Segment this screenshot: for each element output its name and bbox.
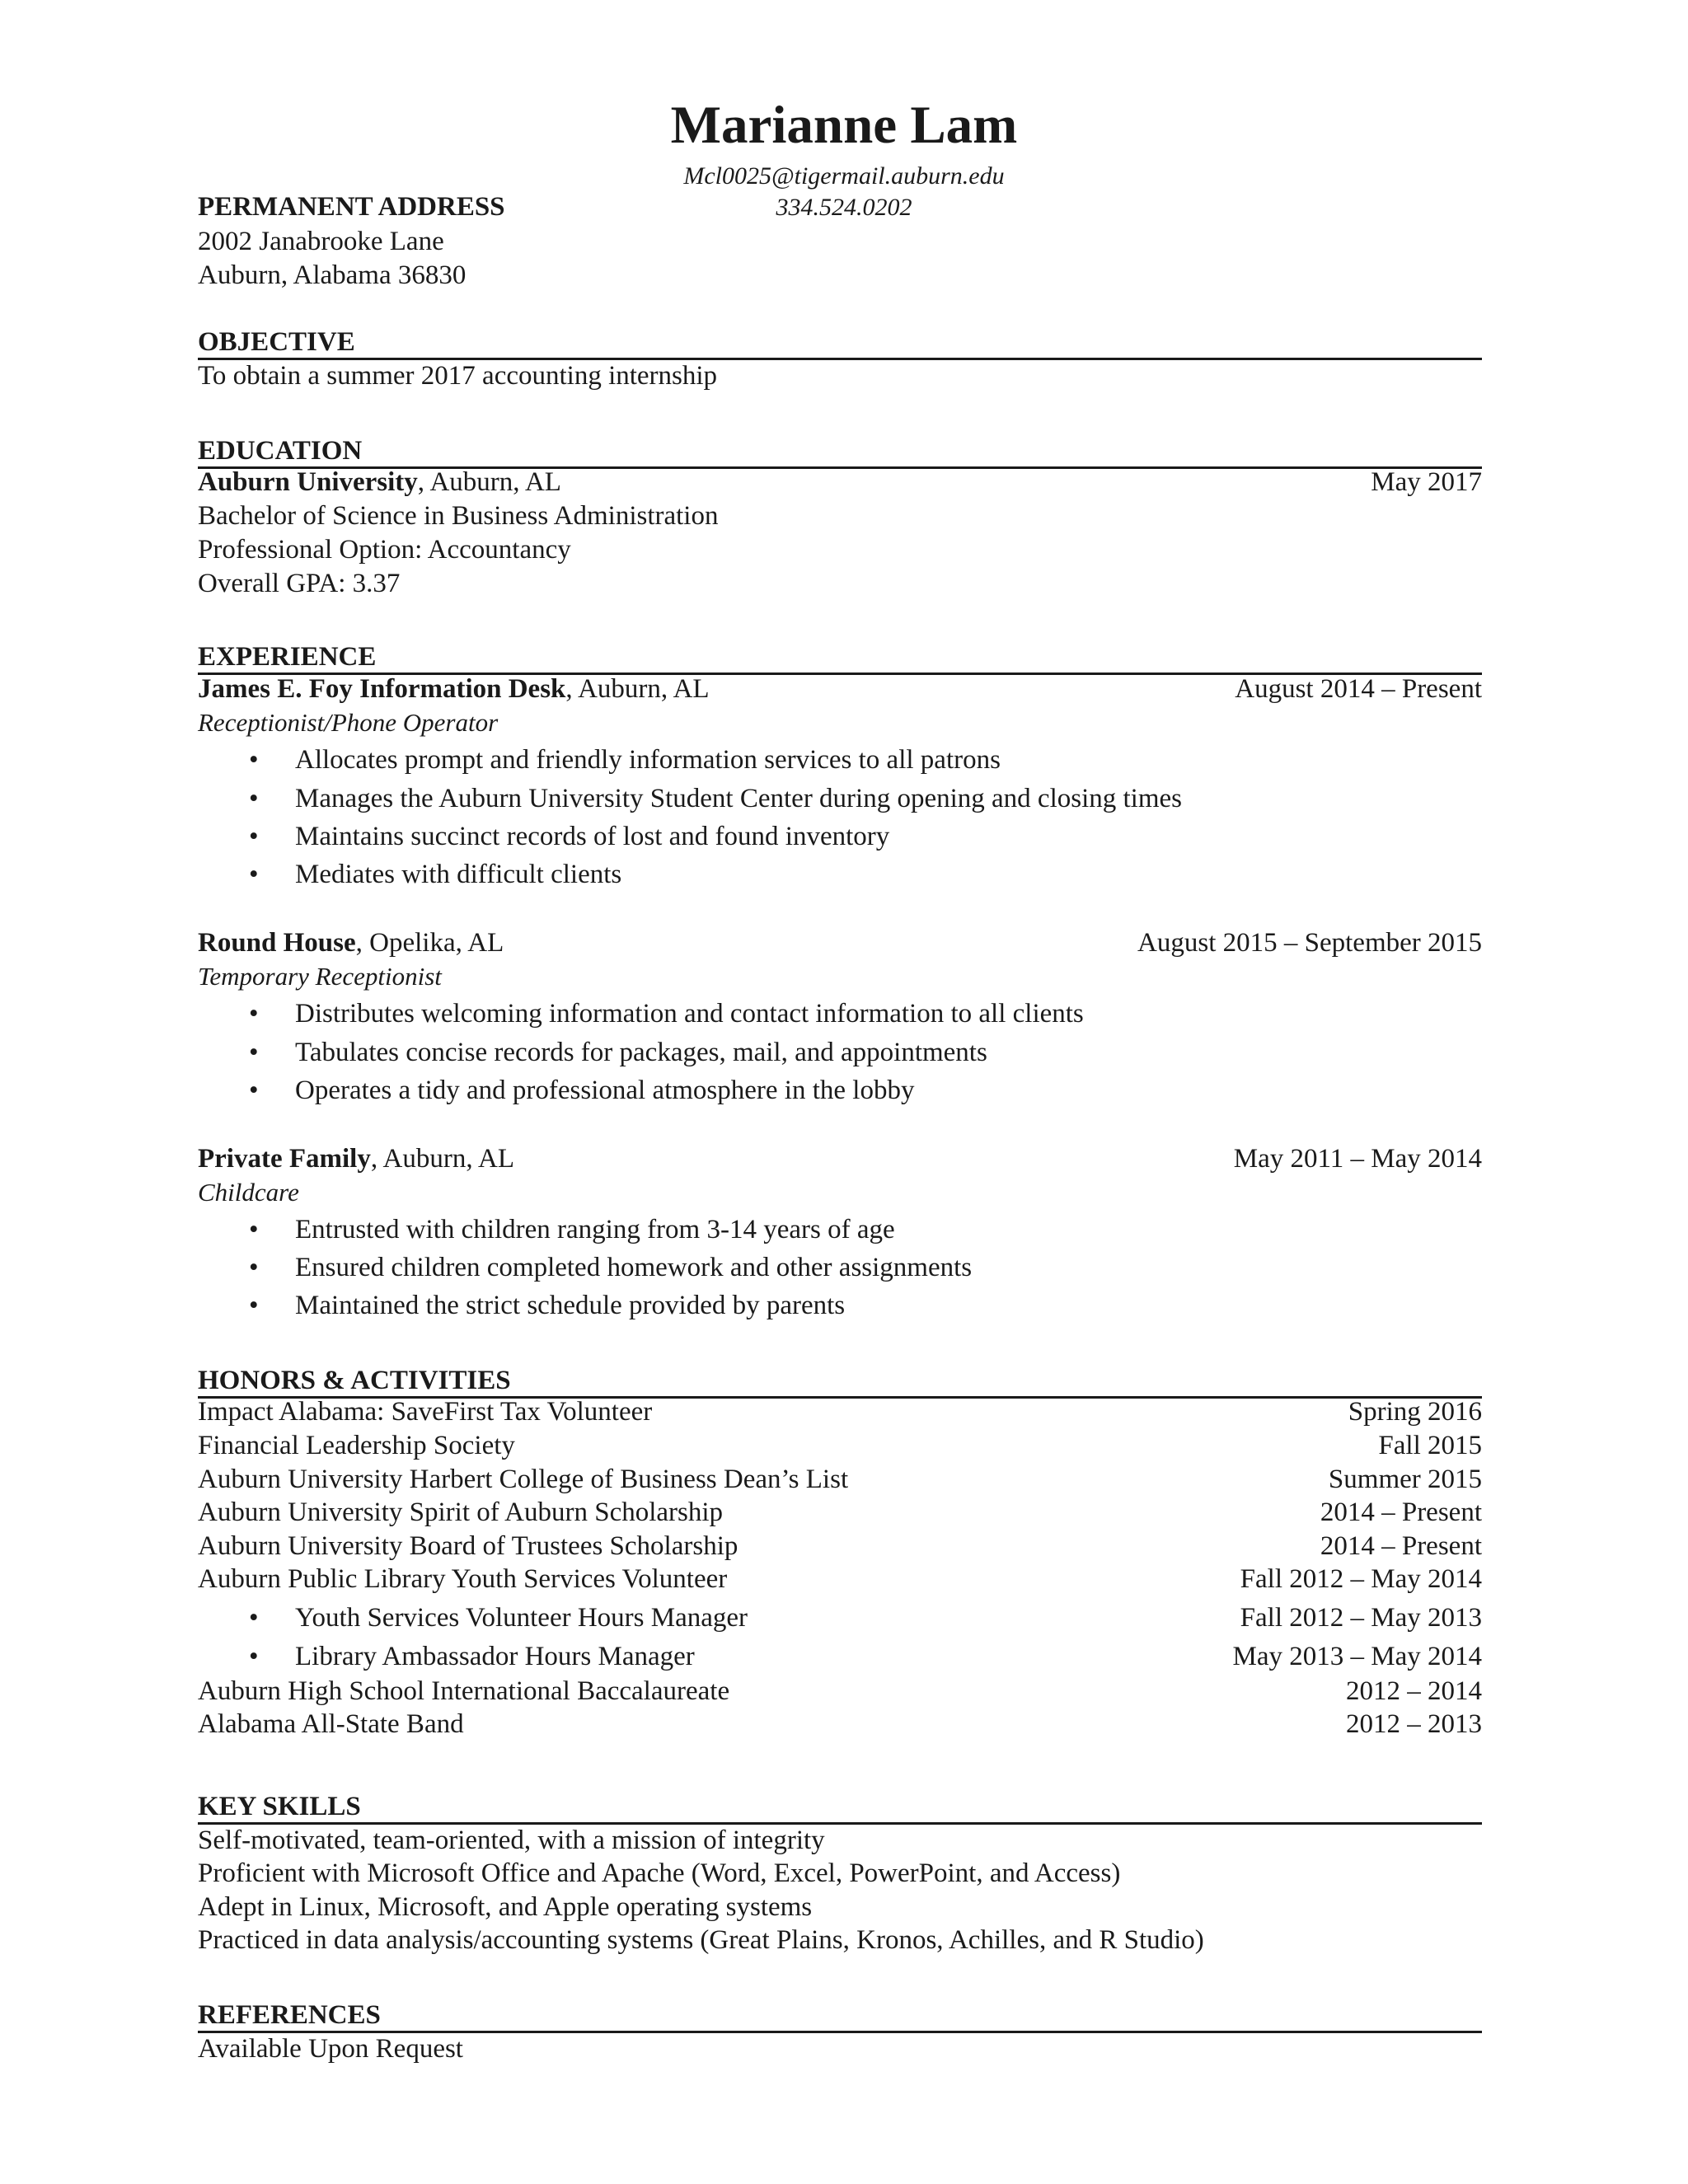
job-bullet (198, 1216, 1482, 1251)
references-section-header (198, 1990, 1482, 2033)
bullet-icon: • (249, 1603, 259, 1633)
honor-item (198, 1533, 1482, 1568)
honor-text: Auburn High School International Baccalaureate (198, 1676, 730, 1706)
honor-text: Alabama All-State Band (198, 1709, 464, 1739)
honor-text: Financial Leadership Society (198, 1431, 515, 1460)
education-section-header (198, 425, 1482, 469)
honors-section-header (198, 1355, 1482, 1399)
job-org-line (198, 676, 710, 703)
job-org: Private Family (198, 1144, 371, 1174)
bullet-icon: • (249, 1642, 259, 1671)
honor-date: Fall 2015 (1378, 1431, 1482, 1460)
job-date: May 2011 – May 2014 (1233, 1144, 1482, 1174)
bullet-icon: • (249, 784, 259, 813)
experience-section-header (198, 631, 1482, 675)
honor-date: May 2013 – May 2014 (1232, 1642, 1482, 1671)
honor-item (198, 1399, 1482, 1433)
bullet-text: Tabulates concise records for packages, mail, and appointments (295, 1038, 987, 1067)
job-bullet (198, 1077, 1482, 1112)
references-text: Available Upon Request (198, 2034, 463, 2064)
section-title: EDUCATION (198, 436, 363, 466)
section-title: KEY SKILLS (198, 1792, 361, 1821)
bullet-icon: • (249, 999, 259, 1029)
school-location: , Auburn, AL (417, 467, 561, 497)
skills-section-header (198, 1781, 1482, 1825)
honor-date: Summer 2015 (1328, 1465, 1482, 1494)
bullet-icon: • (249, 1038, 259, 1067)
bullet-icon: • (249, 1291, 259, 1320)
honor-date: 2014 – Present (1320, 1531, 1482, 1561)
bullet-icon: • (249, 745, 259, 775)
skill-line: Practiced in data analysis/accounting systems (Great Plains, Kronos, Achilles, and R Studio) (198, 1925, 1204, 1955)
honor-text: Auburn University Harbert College of Business Dean’s List (198, 1465, 849, 1494)
job-org: Round House (198, 928, 356, 958)
education-entry (198, 469, 1482, 504)
objective-text: To obtain a summer 2017 accounting internship (198, 361, 718, 391)
contact-email[interactable]: Mcl0025@tigermail.auburn.edu (683, 162, 1005, 190)
honor-sub-item (198, 1605, 1482, 1639)
degree-line: Bachelor of Science in Business Administration (198, 501, 719, 531)
honor-text: Library Ambassador Hours Manager (295, 1642, 695, 1671)
skill-line: Self-motivated, team-oriented, with a mission of integrity (198, 1825, 825, 1855)
gpa-line: Overall GPA: 3.37 (198, 569, 401, 598)
education-school-line (198, 469, 561, 496)
honor-text: Auburn University Board of Trustees Scholarship (198, 1531, 738, 1561)
bullet-text: Entrusted with children ranging from 3-14 years of age (295, 1215, 895, 1244)
bullet-text: Maintained the strict schedule provided by parents (295, 1291, 846, 1320)
job-role: Childcare (198, 1178, 299, 1207)
school-name: Auburn University (198, 467, 418, 497)
education-date: May 2017 (1371, 467, 1482, 497)
job-header (198, 930, 1482, 964)
job-bullet (198, 1292, 1482, 1327)
bullet-icon: • (249, 1253, 259, 1282)
job-bullet (198, 861, 1482, 896)
section-title: HONORS & ACTIVITIES (198, 1366, 511, 1395)
honor-date: Fall 2012 – May 2014 (1240, 1564, 1482, 1594)
job-bullet (198, 823, 1482, 858)
bullet-text: Ensured children completed homework and other assignments (295, 1253, 973, 1282)
job-location: , Auburn, AL (370, 1144, 515, 1174)
honor-item (198, 1466, 1482, 1501)
honor-date: 2014 – Present (1320, 1497, 1482, 1527)
permanent-address-label: PERMANENT ADDRESS (198, 192, 505, 222)
job-date: August 2015 – September 2015 (1137, 928, 1482, 958)
job-org: James E. Foy Information Desk (198, 674, 566, 704)
bullet-text: Allocates prompt and friendly information services to all patrons (295, 745, 1001, 775)
job-bullet (198, 785, 1482, 820)
honor-date: 2012 – 2014 (1346, 1676, 1482, 1706)
address-line-1: 2002 Janabrooke Lane (198, 227, 444, 256)
honor-date: Fall 2012 – May 2013 (1240, 1603, 1482, 1633)
bullet-icon: • (249, 1215, 259, 1244)
section-title: REFERENCES (198, 2000, 381, 2030)
bullet-icon: • (249, 860, 259, 889)
skill-line: Adept in Linux, Microsoft, and Apple operating systems (198, 1892, 813, 1922)
section-title: EXPERIENCE (198, 642, 377, 672)
skill-line: Proficient with Microsoft Office and Apache (Word, Excel, PowerPoint, and Access) (198, 1858, 1121, 1888)
bullet-icon: • (249, 822, 259, 851)
section-title: OBJECTIVE (198, 327, 355, 357)
honor-text: Impact Alabama: SaveFirst Tax Volunteer (198, 1397, 653, 1427)
job-bullet (198, 1254, 1482, 1289)
honor-date: Spring 2016 (1348, 1397, 1482, 1427)
honor-text: Auburn University Spirit of Auburn Scholarship (198, 1497, 724, 1527)
bullet-text: Operates a tidy and professional atmosphere in the lobby (295, 1076, 915, 1105)
job-role: Temporary Receptionist (198, 962, 442, 991)
bullet-text: Distributes welcoming information and contact information to all clients (295, 999, 1084, 1029)
job-bullet (198, 1001, 1482, 1035)
address-line-2: Auburn, Alabama 36830 (198, 260, 467, 290)
honor-item (198, 1432, 1482, 1467)
objective-section-header (198, 316, 1482, 360)
job-bullet (198, 1039, 1482, 1074)
contact-phone: 334.524.0202 (776, 194, 912, 221)
job-header (198, 1146, 1482, 1180)
candidate-name: Marianne Lam (670, 96, 1018, 155)
honor-item (198, 1566, 1482, 1601)
honor-text: Auburn Public Library Youth Services Volunteer (198, 1564, 728, 1594)
honor-item (198, 1711, 1482, 1746)
honor-item (198, 1499, 1482, 1534)
bullet-text: Mediates with difficult clients (295, 860, 622, 889)
honor-sub-item (198, 1643, 1482, 1678)
honor-date: 2012 – 2013 (1346, 1709, 1482, 1739)
job-org-line (198, 930, 504, 957)
job-bullet (198, 747, 1482, 781)
job-location: , Opelika, AL (355, 928, 504, 958)
bullet-icon: • (249, 1076, 259, 1105)
bullet-text: Maintains succinct records of lost and found inventory (295, 822, 890, 851)
job-org-line (198, 1146, 514, 1173)
job-role: Receptionist/Phone Operator (198, 708, 499, 737)
honor-text: Youth Services Volunteer Hours Manager (295, 1603, 748, 1633)
job-date: August 2014 – Present (1235, 674, 1482, 704)
job-header (198, 676, 1482, 710)
option-line: Professional Option: Accountancy (198, 535, 571, 565)
job-location: , Auburn, AL (565, 674, 710, 704)
bullet-text: Manages the Auburn University Student Center during opening and closing times (295, 784, 1182, 813)
honor-item (198, 1678, 1482, 1713)
